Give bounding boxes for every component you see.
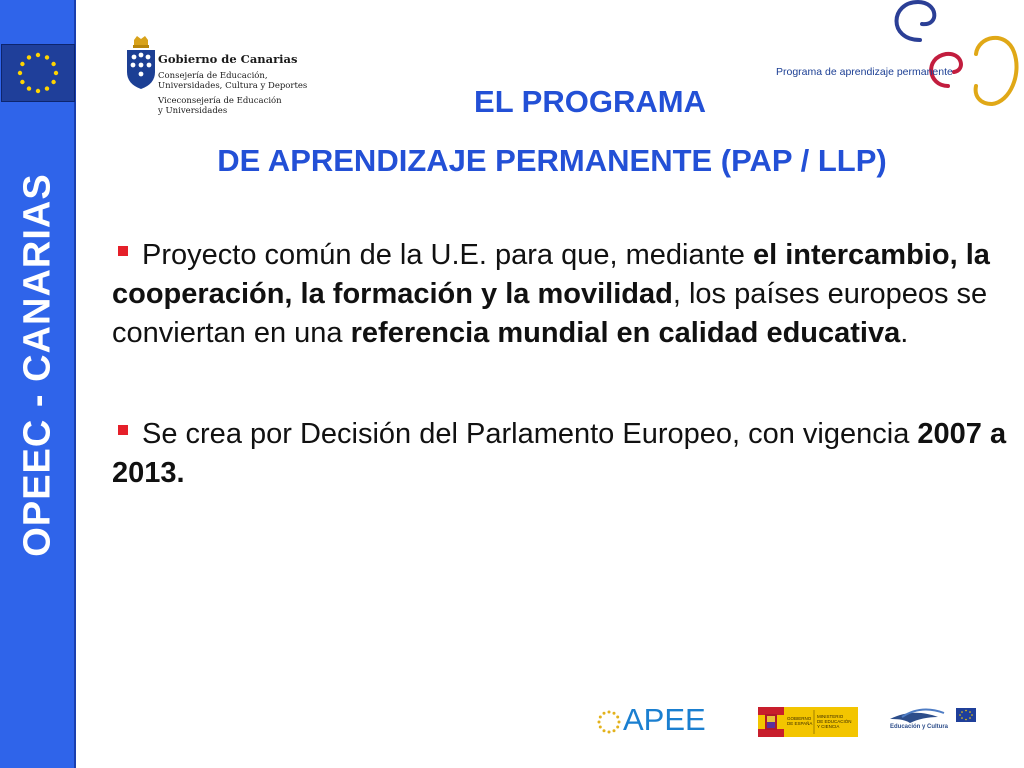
title-line-1: EL PROGRAMA (474, 84, 706, 119)
apee-logo (596, 700, 726, 744)
gov-line-2: Universidades, Cultura y Deportes (158, 81, 308, 91)
ministerio-line-1: GOBIERNO (787, 716, 812, 721)
p1-text-3: . (900, 317, 909, 349)
apee-stars-icon (596, 709, 622, 735)
ministerio-line-4: DE EDUCACIÓN (817, 719, 852, 724)
title-line-2: DE APRENDIZAJE PERMANENTE (PAP / LLP) (217, 143, 887, 178)
gov-line-4: y Universidades (158, 106, 228, 116)
educacion-cultura-logo (888, 700, 980, 744)
ministerio-line-3: MINISTERIO (817, 714, 844, 719)
ministerio-logo (758, 700, 858, 744)
paragraph-2 (112, 415, 1007, 493)
canarias-crest-icon (124, 36, 158, 90)
gov-line-1: Consejería de Educación, (158, 71, 268, 81)
p1-bold-1: el intercambio, la cooperación, la formación y la movilidad (112, 239, 990, 310)
bullet-square-icon (118, 425, 128, 435)
content (112, 236, 1007, 555)
ministerio-line-2: DE ESPAÑA (787, 721, 813, 726)
program-logo-text: Programa de aprendizaje permanente (776, 66, 953, 78)
bullet-square-icon (118, 246, 128, 256)
gov-name: Gobierno de Canarias (158, 52, 298, 66)
paragraph-1 (112, 236, 1007, 353)
ministerio-line-5: Y CIENCIA (817, 724, 840, 729)
spain-shield-icon (765, 714, 777, 730)
p2-text-1: Se crea por Decisión del Parlamento Europeo, con vigencia (142, 418, 918, 450)
gov-line-3: Viceconsejería de Educación (158, 96, 282, 106)
apee-label: APEE (623, 702, 706, 737)
p1-text-1: Proyecto común de la U.E. para que, mediante (142, 239, 753, 271)
p1-text-2: , los países europeos se conviertan en una (112, 278, 988, 349)
p2-bold-1: 2007 a 2013. (112, 418, 1007, 489)
sidebar-title: OPEEC - CANARIAS (16, 173, 59, 557)
p1-bold-2: referencia mundial en calidad educativa (350, 317, 901, 349)
edu-cultura-label: Educación y Cultura (890, 724, 949, 730)
